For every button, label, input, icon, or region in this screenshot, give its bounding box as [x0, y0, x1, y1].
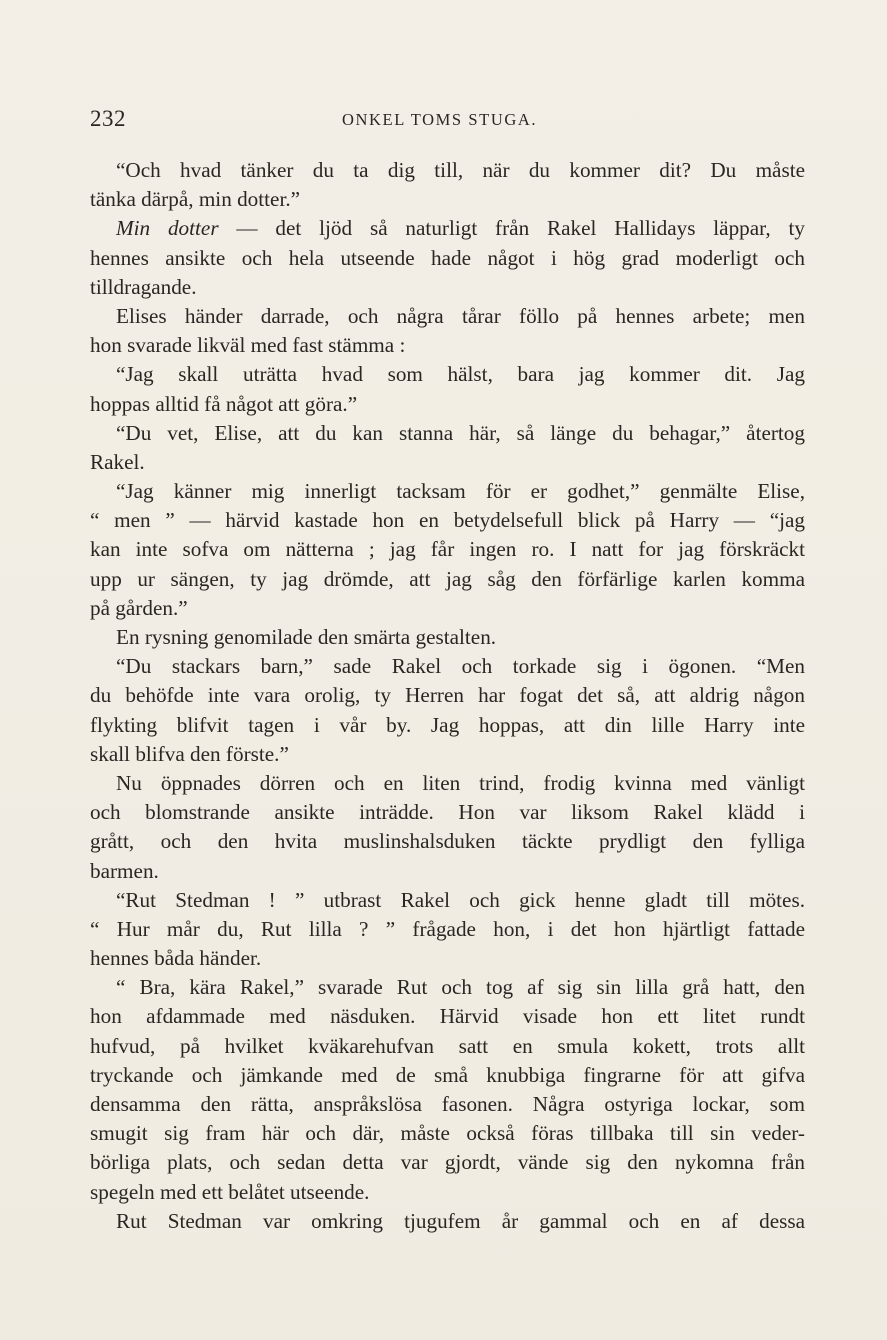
text-line: tryckande och jämkande med de små knubbiga fingrarne för att gifva — [90, 1062, 805, 1087]
text-line: spegeln med ett belåtet utseende. — [90, 1179, 370, 1204]
text-line: “ Hur mår du, Rut lilla ? ” frågade hon, i det hon hjärtligt fattade — [90, 916, 805, 941]
text-line: “ men ” — härvid kastade hon en betydelsefull blick på Harry — “jag — [90, 508, 805, 533]
text-line: Rakel. — [90, 449, 145, 474]
text-line: Nu öppnades dörren och en liten trind, frodig kvinna med vänligt — [116, 770, 805, 795]
text-line: tänka därpå, min dotter.” — [90, 187, 301, 212]
text-line: skall blifva den förste.” — [90, 741, 289, 766]
text-line: tilldragande. — [90, 274, 197, 299]
text-line: En rysning genomilade den smärta gestalten. — [116, 625, 497, 649]
body-text — [90, 156, 805, 1236]
emphasized-phrase: Min dotter — [116, 216, 219, 241]
page-header — [90, 106, 805, 140]
text-line: börliga plats, och sedan detta var gjordt, vände sig den nykomna från — [90, 1150, 805, 1175]
text-line: Rut Stedman var omkring tjugufem år gammal och en af dessa — [116, 1208, 805, 1233]
text-line: “ Bra, kära Rakel,” svarade Rut och tog af sig sin lilla grå hatt, den — [116, 975, 805, 1000]
text-line: och blomstrande ansikte inträdde. Hon var liksom Rakel klädd i — [90, 800, 805, 825]
text-line: “Rut Stedman ! ” utbrast Rakel och gick henne gladt till mötes. — [116, 887, 805, 912]
text-line: “Jag känner mig innerligt tacksam för er godhet,” genmälte Elise, — [116, 479, 805, 504]
text-line: densamma den rätta, anspråkslösa fasonen. Några ostyriga lockar, som — [90, 1092, 805, 1116]
text-line: hon afdammade med näsduken. Härvid visade hon ett litet rundt — [90, 1004, 805, 1029]
text-line: hennes båda händer. — [90, 946, 262, 971]
running-title: ONKEL TOMS STUGA. — [342, 110, 538, 129]
text-line: grått, och den hvita muslinshalsduken täckte prydligt den fylliga — [90, 829, 805, 854]
text-line: hon svarade likväl med fast stämma : — [90, 333, 406, 358]
text-line: på gården.” — [90, 595, 188, 620]
text-line: flykting blifvit tagen i vår by. Jag hoppas, att din lille Harry inte — [90, 712, 805, 737]
text-line: “Du vet, Elise, att du kan stanna här, så länge du behagar,” återtog — [116, 420, 805, 445]
text-line: “Du stackars barn,” sade Rakel och torkade sig i ögonen. “Men — [116, 654, 805, 679]
text-line: hennes ansikte och hela utseende hade något i hög grad moderligt och — [90, 245, 805, 270]
text-line: kan inte sofva om nätterna ; jag får ingen ro. I natt for jag förskräckt — [90, 537, 805, 562]
text-line: barmen. — [90, 858, 159, 883]
text-line: “Och hvad tänker du ta dig till, när du kommer dit? Du måste — [116, 158, 805, 182]
text-line: Elises händer darrade, och några tårar föllo på hennes arbete; men — [116, 303, 805, 328]
text-line: hufvud, på hvilket kväkarehufvan satt en smula kokett, trots allt — [90, 1033, 805, 1058]
text-line: “Jag skall uträtta hvad som hälst, bara jag kommer dit. Jag — [116, 362, 805, 387]
text-line: smugit sig fram här och där, måste också föras tillbaka till sin veder- — [90, 1121, 805, 1146]
text-line: Min dotter — det ljöd så naturligt från Rakel Hallidays läppar, ty — [116, 216, 805, 241]
page-number: 232 — [90, 106, 126, 131]
text-line: hoppas alltid få något att göra.” — [90, 391, 358, 416]
text-line: upp ur sängen, ty jag drömde, att jag såg den förfärlige karlen komma — [90, 566, 805, 591]
text-line: du behöfde inte vara orolig, ty Herren har fogat det så, att aldrig någon — [90, 683, 805, 708]
